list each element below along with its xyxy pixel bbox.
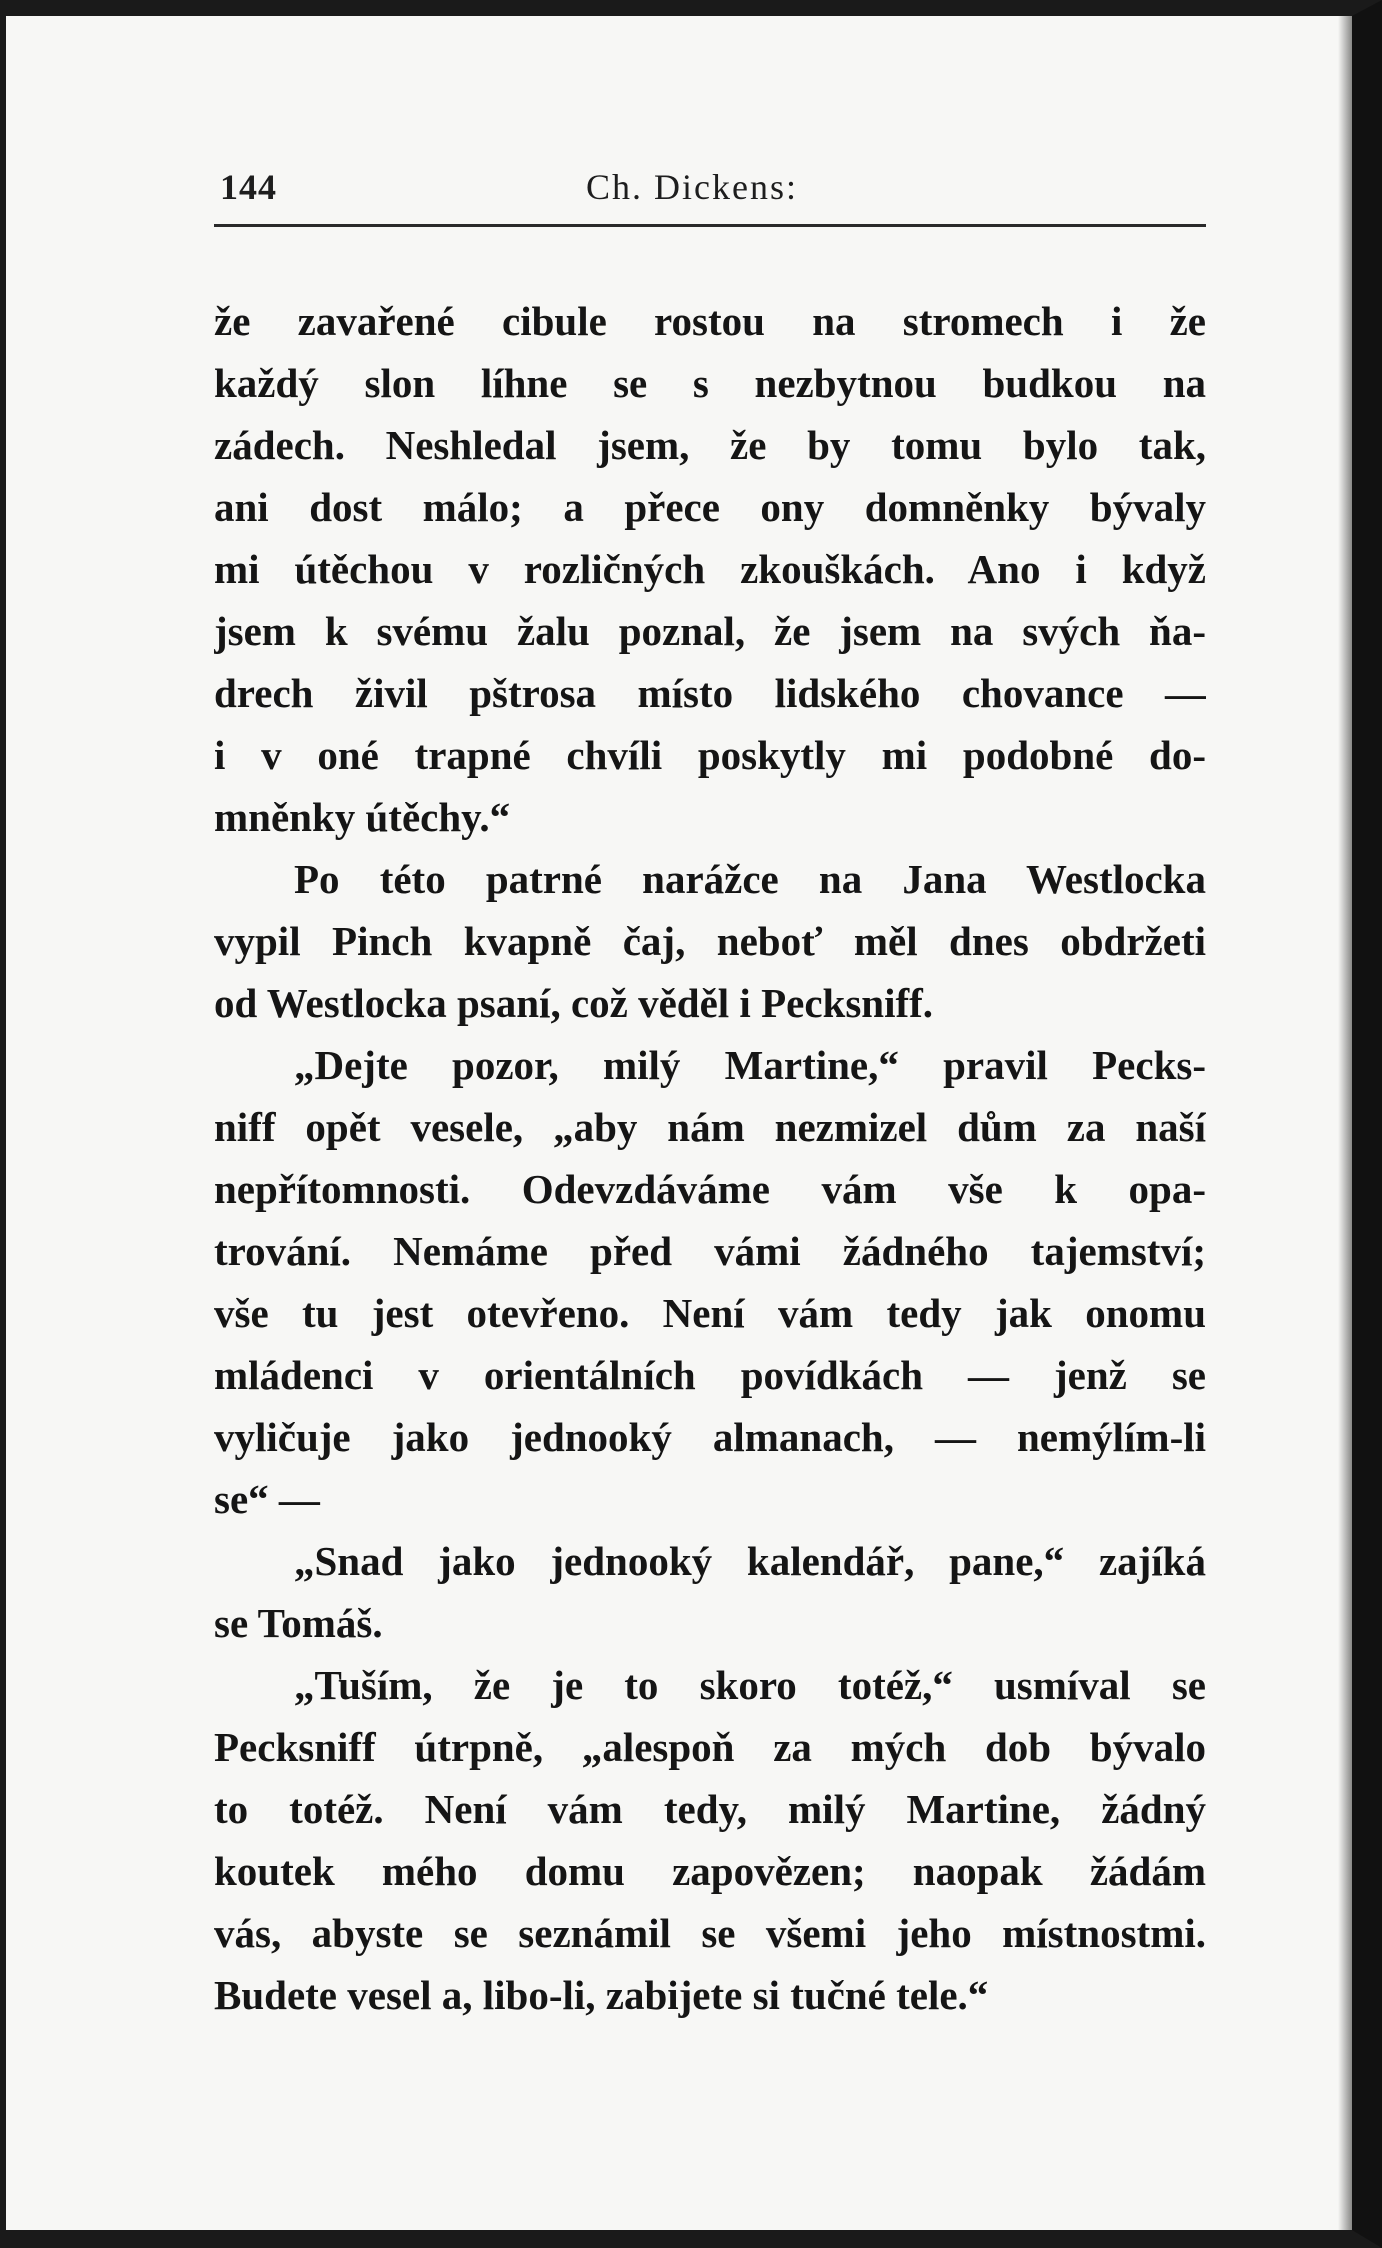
text-line: od Westlocka psaní, což věděl i Pecksniff. [214, 980, 934, 1026]
text-line: drech živil pštrosa místo lidského chovance — [214, 670, 1206, 716]
text-line: mněnky útěchy.“ [214, 794, 511, 840]
text-line: zádech. Neshledal jsem, že by tomu bylo tak, [214, 422, 1206, 468]
page-edge-shadow [1338, 16, 1352, 2230]
text-line: se“ — [214, 1476, 320, 1522]
text-line: vyličuje jako jednooký almanach, — nemýlím-li [214, 1414, 1206, 1460]
text-line: každý slon líhne se s nezbytnou budkou na [214, 360, 1206, 406]
text-line: se Tomáš. [214, 1600, 383, 1646]
text-line: „Dejte pozor, milý Martine,“ pravil Pecks- [294, 1042, 1206, 1088]
text-line: koutek mého domu zapovězen; naopak žádám [214, 1848, 1206, 1894]
text-line: vás, abyste se seznámil se všemi jeho místnostmi. [214, 1910, 1206, 1956]
page-number: 144 [220, 167, 277, 207]
text-line: ani dost málo; a přece ony domněnky bývaly [214, 484, 1206, 530]
text-line: vše tu jest otevřeno. Není vám tedy jak onomu [214, 1290, 1206, 1336]
text-line: nepřítomnosti. Odevzdáváme vám vše k opa- [214, 1166, 1206, 1212]
text-line: mládenci v orientálních povídkách — jenž se [214, 1352, 1206, 1398]
text-line: „Snad jako jednooký kalendář, pane,“ zajíká [294, 1538, 1206, 1584]
text-line: jsem k svému žalu poznal, že jsem na svých ňa- [214, 608, 1206, 654]
text-line: niff opět vesele, „aby nám nezmizel dům za naší [214, 1104, 1206, 1150]
text-line: to totéž. Není vám tedy, milý Martine, žádný [214, 1786, 1206, 1832]
text-line: Budete vesel a, libo-li, zabijete si tučné tele.“ [214, 1972, 989, 2018]
text-line: že zavařené cibule rostou na stromech i že [214, 298, 1206, 344]
text-line: Pecksniff útrpně, „alespoň za mých dob bývalo [214, 1724, 1206, 1770]
body-text [214, 290, 1206, 2026]
text-line: i v oné trapné chvíli poskytly mi podobné do- [214, 732, 1206, 778]
header-rule [214, 224, 1206, 227]
running-head: Ch. Dickens: [586, 167, 798, 207]
page-header [214, 166, 1204, 220]
text-line: trování. Nemáme před vámi žádného tajemství; [214, 1228, 1206, 1274]
text-line: mi útěchou v rozličných zkouškách. Ano i když [214, 546, 1206, 592]
text-line: Po této patrné narážce na Jana Westlocka [294, 856, 1206, 902]
text-line: vypil Pinch kvapně čaj, neboť měl dnes obdržeti [214, 918, 1206, 964]
text-line: „Tuším, že je to skoro totéž,“ usmíval se [294, 1662, 1206, 1708]
